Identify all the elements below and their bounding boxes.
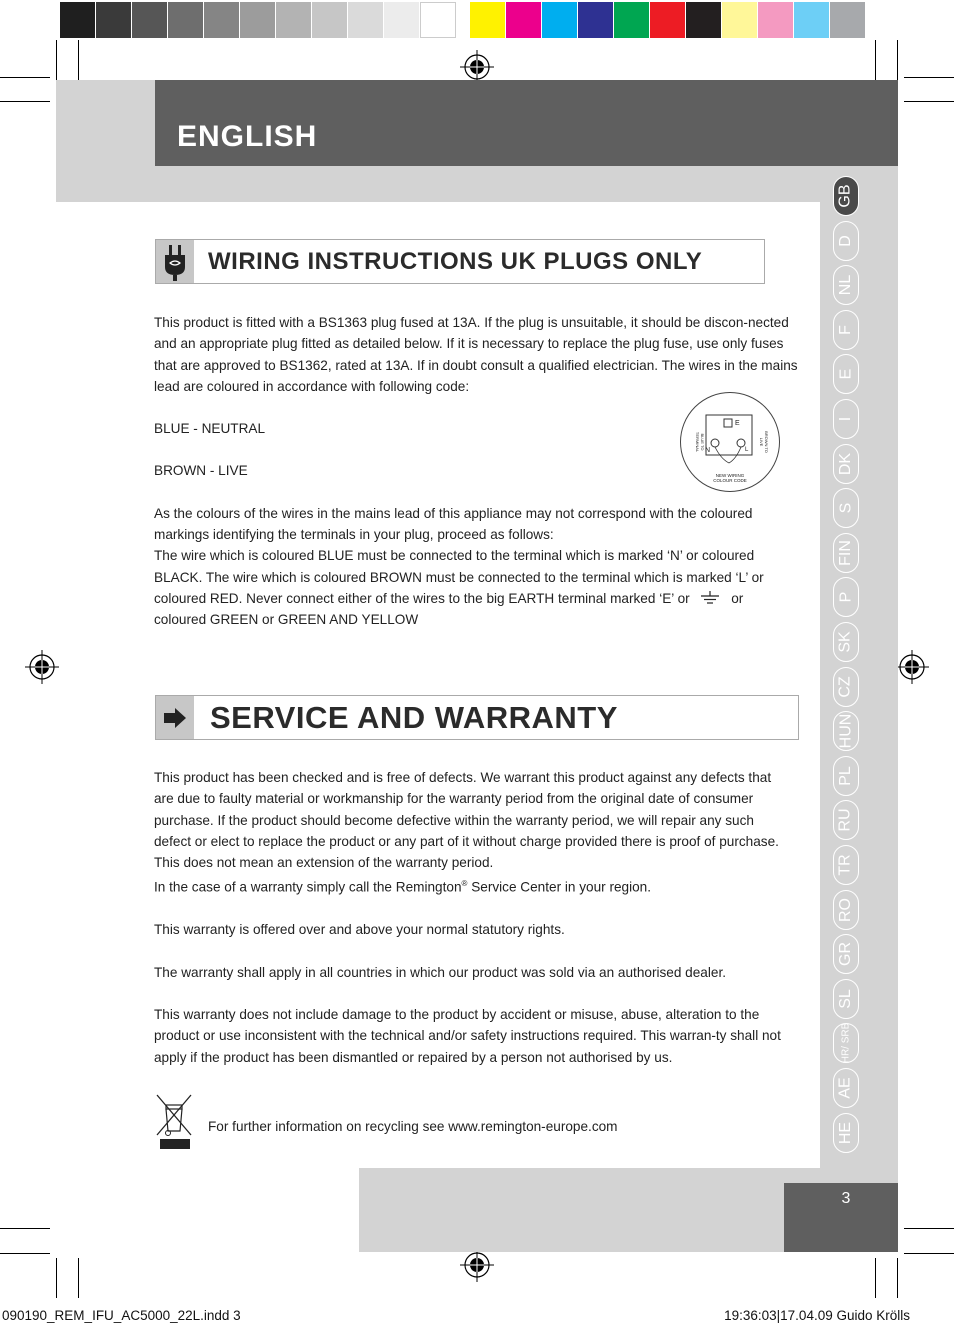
language-tab-label: HUN [837, 713, 855, 749]
language-tab-ru[interactable] [833, 800, 859, 840]
language-tab-label: CZ [836, 675, 854, 698]
color-swatch [420, 2, 456, 38]
registration-mark-icon [460, 50, 494, 84]
service-paragraph: This warranty is offered over and above your normal statutory rights. [154, 922, 565, 938]
plug-icon [156, 240, 194, 283]
crop-mark [56, 1258, 57, 1298]
language-tab-ro[interactable] [833, 890, 859, 930]
language-tab-label: TR [836, 854, 854, 876]
color-swatch [542, 2, 578, 38]
page-number: 3 [841, 1190, 851, 1207]
plug-wiring-diagram [680, 392, 780, 492]
registration-mark-icon [25, 650, 59, 684]
language-tab-label: GB [837, 184, 854, 208]
color-swatch [758, 2, 794, 38]
wiring-paragraph [154, 545, 800, 609]
diagram-l-label: L [745, 447, 749, 453]
color-swatch [794, 2, 830, 38]
language-tab-hrsrb[interactable] [833, 1023, 859, 1063]
arrow-right-icon [156, 696, 194, 739]
crop-mark [0, 101, 50, 102]
crossed-bin-icon [155, 1093, 195, 1151]
language-tab-label: GR [837, 942, 854, 967]
language-tab-fin[interactable] [833, 533, 859, 573]
color-swatch [614, 2, 650, 38]
file-slug: 090190_REM_IFU_AC5000_22L.indd 3 [2, 1308, 241, 1323]
wire-code-brown: BROWN - LIVE [154, 463, 248, 479]
color-swatch [240, 2, 276, 38]
earth-symbol-icon [699, 591, 721, 605]
language-tab-pl[interactable] [833, 756, 859, 796]
color-swatch [312, 2, 348, 38]
language-tab-label: HR/ SRB [840, 1023, 851, 1064]
diagram-caption: NEW WIRING COLOUR CODE [713, 473, 747, 483]
language-tab-sl[interactable] [833, 979, 859, 1019]
language-tab-label: AE [837, 1077, 854, 1099]
language-tab-sk[interactable] [833, 622, 859, 662]
color-swatch [470, 2, 506, 38]
color-swatch [578, 2, 614, 38]
wiring-paragraph: This product is fitted with a BS1363 plug fused at 13A. If the plug is unsuitable, it should be discon-nected and an appropriate plug fitted as detailed below. If it is necessary to replace the plug fuse, use only fuses that are approved to BS1362, rated at 13A. If in doubt consult a qualified electrician. The wires in the mains lead are coloured in accordance with following code: [154, 315, 798, 394]
language-tab-f[interactable] [833, 310, 859, 350]
color-swatch [96, 2, 132, 38]
color-swatch [168, 2, 204, 38]
crop-mark [904, 101, 954, 102]
service-paragraph: This product has been checked and is free of defects. We warrant this product against any defects that are due to faulty material or workmanship for the warranty period from the original date of consumer purchase. If the product should become defective within the warranty period, we will repair any such defect or elect to replace the product or any part of it without charge provided there is proof of purchase. This does not mean an extension of the warranty period. [154, 770, 779, 871]
language-tab-i[interactable] [833, 399, 859, 439]
service-paragraph [154, 873, 802, 898]
wiring-paragraph: coloured GREEN or GREEN AND YELLOW [154, 612, 419, 628]
crop-mark [78, 1258, 79, 1298]
language-tab-gb[interactable] [833, 176, 859, 216]
swatch-gap [456, 2, 470, 38]
color-swatch [506, 2, 542, 38]
color-swatch [686, 2, 722, 38]
color-swatch [204, 2, 240, 38]
color-swatch [384, 2, 420, 38]
diagram-e-label: E [735, 420, 740, 427]
service-paragraph: This warranty does not include damage to the product by accident or misuse, abuse, alteration to the product or use inconsistent with the technical and/or safety instructions required. This warran-ty shall not apply if the product has been dismantled or repaired by a person not authorised by us. [154, 1006, 781, 1065]
color-swatch [650, 2, 686, 38]
language-tab-d[interactable] [833, 221, 859, 261]
service-text: Service Center in your region. [467, 880, 652, 896]
diagram-brown-label: BROWN TO LIVE [759, 431, 769, 453]
color-swatch [830, 2, 866, 38]
language-tab-label: SL [836, 989, 854, 1009]
color-swatch [348, 2, 384, 38]
crop-mark [875, 1258, 876, 1298]
language-tab-label: SK [837, 631, 854, 653]
language-tab-label: RO [837, 897, 854, 922]
language-tab-label: F [837, 324, 854, 335]
language-tab-dk[interactable] [833, 444, 859, 484]
registration-mark-icon [895, 650, 929, 684]
language-sidebar [820, 166, 898, 1168]
crop-mark [904, 77, 954, 78]
language-tab-hun[interactable] [833, 711, 859, 751]
language-tab-p[interactable] [833, 577, 859, 617]
crop-mark [897, 40, 898, 80]
wiring-instruction-text: The wire which is coloured BLUE must be connected to the terminal which is marked ‘N’ or coloured BLACK. The wire which is coloured BROWN must be connected to the terminal which is marked ‘L’ or coloured RED. Never connect either of the wires to the big EARTH terminal marked ‘E’ or [154, 548, 764, 606]
crop-mark [875, 40, 876, 80]
language-tab-gr[interactable] [833, 934, 859, 974]
diagram-blue-label: BLUE TO TERMINAL [695, 431, 705, 453]
wiring-paragraph: As the colours of the wires in the mains lead of this appliance may not correspond with the coloured markings identifying the terminals in your plug, proceed as follows: [154, 505, 753, 543]
language-tab-label: DK [836, 452, 854, 475]
language-tab-label: RU [836, 808, 854, 832]
crop-mark [904, 1228, 954, 1229]
service-title: SERVICE AND WARRANTY [210, 699, 618, 735]
crop-mark [56, 40, 57, 80]
color-swatch [60, 2, 96, 38]
language-tab-label: PL [836, 766, 854, 786]
wiring-section-heading [155, 239, 765, 284]
recycling-info: For further information on recycling see www.remington-europe.com [208, 1119, 618, 1134]
crop-mark [0, 1228, 50, 1229]
registered-mark: ® [461, 879, 468, 889]
language-tab-tr[interactable] [833, 845, 859, 885]
language-tab-label: P [836, 592, 854, 603]
crop-mark [897, 1258, 898, 1298]
language-tab-s[interactable] [833, 488, 859, 528]
color-swatch [276, 2, 312, 38]
wiring-title: WIRING INSTRUCTIONS UK PLUGS ONLY [208, 247, 703, 275]
crop-mark [0, 1253, 50, 1254]
language-tab-label: D [837, 234, 854, 247]
service-text: In the case of a warranty simply call the Remington [154, 880, 462, 896]
diagram-n-label: N [705, 447, 711, 454]
crop-mark [904, 1253, 954, 1254]
wire-code-blue: BLUE - NEUTRAL [154, 421, 266, 437]
registration-mark-icon [460, 1248, 494, 1282]
language-tab-label: HE [836, 1121, 854, 1144]
language-tab-nl[interactable] [833, 265, 859, 305]
timestamp-slug: 19:36:03|17.04.09 Guido Krölls [724, 1308, 910, 1323]
service-section-heading [155, 695, 799, 740]
crop-mark [0, 77, 50, 78]
language-tab-label: NL [836, 274, 854, 296]
crop-mark [78, 40, 79, 80]
language-tab-ae[interactable] [833, 1068, 859, 1108]
color-swatch [722, 2, 758, 38]
language-tab-he[interactable] [833, 1113, 859, 1153]
language-tab-label: I [836, 416, 854, 422]
color-swatch [132, 2, 168, 38]
language-tab-label: S [836, 502, 854, 514]
language-tab-label: FIN [837, 539, 854, 566]
page-title: ENGLISH [177, 120, 318, 153]
language-tab-cz[interactable] [833, 667, 859, 707]
wiring-or-text: or [731, 590, 744, 606]
service-paragraph: The warranty shall apply in all countries in which our product was sold via an authorised dealer. [154, 964, 726, 980]
language-tab-label: E [836, 369, 854, 380]
language-tab-e[interactable] [833, 354, 859, 394]
service-body [154, 767, 802, 1068]
color-bar [60, 2, 866, 38]
